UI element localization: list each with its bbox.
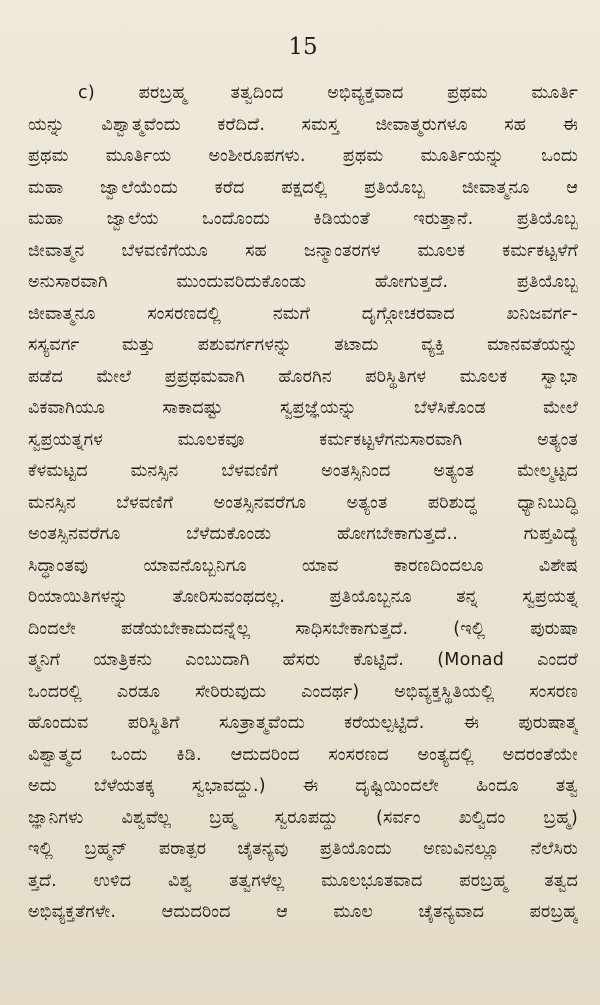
text-line: ಜೀವಾತ್ಮನೂ ಸಂಸರಣದಲ್ಲಿ ನಮಗೆ ದೃಗ್ಗೋಚರವಾದ ಖನಿಜವರ್ಗ- — [28, 303, 578, 324]
text-line: ರಿಯಾಯಿತಿಗಳನ್ನು ತೋರಿಸುವಂಥದಲ್ಲ. ಪ್ರತಿಯೊಬ್ಬನೂ ತನ್ನ ಸ್ವಪ್ರಯತ್ನ — [28, 587, 578, 607]
text-line: ಮಹಾ ಜ್ವಾಲೆಯ ಒಂದೊಂದು ಕಿಡಿಯಂತೆ ಇರುತ್ತಾನೆ. ಪ್ರತಿಯೊಬ್ಬ — [28, 209, 578, 229]
text-line: ಯನ್ನು ವಿಶ್ವಾತ್ಮವೆಂದು ಕರೆದಿದೆ. ಸಮಸ್ತ ಜೀವಾತ್ಮರುಗಳೂ ಸಹ ಈ — [28, 114, 578, 135]
page-number: 15 — [288, 34, 318, 60]
text-line: ಸಿದ್ಧಾಂತವು ಯಾವನೊಬ್ಬನಿಗೂ ಯಾವ ಕಾರಣದಿಂದಲೂ ವಿಶೇಷ — [28, 555, 578, 576]
text-line: ಅದು ಬೆಳೆಯತಕ್ಕ ಸ್ವಭಾವದ್ದು.) ಈ ದೃಷ್ಟಿಯಿಂದಲೇ ಹಿಂದೂ ತತ್ವ — [28, 776, 578, 796]
text-line: ಅನುಸಾರವಾಗಿ ಮುಂದುವರಿದುಕೊಂಡು ಹೋಗುತ್ತದೆ. ಪ್ರತಿಯೊಬ್ಬ — [28, 272, 578, 292]
text-line: ತ್ಮನಿಗೆ ಯಾತ್ರಿಕನು ಎಂಬುದಾಗಿ ಹೆಸರು ಕೊಟ್ಟಿದೆ. (Monad ಎಂದರೆ — [28, 650, 578, 670]
text-line: ಅಭಿವ್ಯಕ್ತತೆಗಳೇ. ಆದುದರಿಂದ ಆ ಮೂಲ ಚೈತನ್ಯವಾದ ಪರಬ್ರಹ್ಮ — [28, 902, 578, 922]
text-line: ಒಂದರಲ್ಲಿ ಎರಡೂ ಸೇರಿರುವುದು ಎಂದರ್ಥ) ಅಭಿವ್ಯಕ್ತಸ್ಥಿತಿಯಲ್ಲಿ ಸಂಸರಣ — [28, 681, 578, 702]
text-line: c) ಪರಬ್ರಹ್ಮ ತತ್ವದಿಂದ ಅಭಿವ್ಯಕ್ತವಾದ ಪ್ರಥಮ ಮೂರ್ತಿ — [78, 83, 578, 103]
text-line: ತ್ತದೆ. ಉಳಿದ ವಿಶ್ವ ತತ್ವಗಳೆಲ್ಲ ಮೂಲಭೂತವಾದ ಪರಬ್ರಹ್ಮ ತತ್ವದ — [28, 870, 578, 891]
text-line: ವಿಕವಾಗಿಯೂ ಸಾಕಾದಷ್ಟು ಸ್ವಪ್ರಜ್ಞೆಯನ್ನು ಬೆಳೆಸಿಕೊಂಡ ಮೇಲೆ — [28, 398, 578, 418]
text-line: ದಿಂದಲೇ ಪಡೆಯಬೇಕಾದುದನ್ನೆಲ್ಲ ಸಾಧಿಸಬೇಕಾಗುತ್ತದೆ. (ಇಲ್ಲಿ ಪುರುಷಾ — [28, 618, 578, 639]
text-line: ಪ್ರಥಮ ಮೂರ್ತಿಯ ಅಂಶೀರೂಪಗಳು. ಪ್ರಥಮ ಮೂರ್ತಿಯನ್ನು ಒಂದು — [28, 146, 578, 166]
text-line: ಸಸ್ಯವರ್ಗ ಮತ್ತು ಪಶುವರ್ಗಗಳನ್ನು ತಟಾದು ವ್ಯಕ್ತಿ ಮಾನವತೆಯನ್ನು — [28, 335, 578, 355]
text-line: ಅಂತಸ್ಸಿನವರೆಗೂ ಬೆಳೆದುಕೊಂಡು ಹೋಗಬೇಕಾಗುತ್ತದೆ.. ಗುಪ್ತವಿದ್ಯೆ — [28, 524, 578, 544]
text-line: ಇಲ್ಲಿ ಬ್ರಹ್ಮನ್ ಪರಾತ್ಪರ ಚೈತನ್ಯವು ಪ್ರತಿಯೊಂದು ಅಣುವಿನಲ್ಲೂ ನೆಲೆಸಿರು — [28, 839, 578, 859]
text-line: ಮನಸ್ಸಿನ ಬೆಳವಣಿಗೆ ಅಂತಸ್ಸಿನವರೆಗೂ ಅತ್ಯಂತ ಪರಿಶುದ್ಧ ಧ್ಯಾನಿಬುದ್ಧಿ — [28, 492, 578, 513]
text-line: ಮಹಾ ಜ್ವಾಲೆಯೆಂದು ಕರೆದ ಪಕ್ಷದಲ್ಲಿ ಪ್ರತಿಯೊಬ್ಬ ಜೀವಾತ್ಮನೂ ಆ — [28, 177, 578, 198]
text-line: ಸ್ವಪ್ರಯತ್ನಗಳ ಮೂಲಕವೂ ಕರ್ಮಕಟ್ಟಳೆಗನುಸಾರವಾಗಿ ಅತ್ಯಂತ — [28, 429, 578, 450]
text-line: ಜೀವಾತ್ಮನ ಬೆಳವಣಿಗೆಯೂ ಸಹ ಜನ್ಮಾಂತರಗಳ ಮೂಲಕ ಕರ್ಮಕಟ್ಟಳೆಗೆ — [28, 240, 578, 261]
text-line: ಕೆಳಮಟ್ಟದ ಮನಸ್ಸಿನ ಬೆಳವಣಿಗೆ ಅಂತಸ್ಸಿನಿಂದ ಅತ್ಯಂತ ಮೇಲ್ಮಟ್ಟದ — [28, 461, 578, 481]
text-line: ಜ್ಞಾನಿಗಳು ವಿಶ್ವವೆಲ್ಲ ಬ್ರಹ್ಮ ಸ್ವರೂಪದ್ದು (ಸರ್ವಂ ಖಲ್ವಿದಂ ಬ್ರಹ್ಮ) — [28, 807, 578, 828]
body-text — [28, 78, 578, 929]
text-line: ವಿಶ್ವಾತ್ಮದ ಒಂದು ಕಿಡಿ. ಆದುದರಿಂದ ಸಂಸರಣದ ಅಂತ್ಯದಲ್ಲಿ ಅದರಂತೆಯೇ — [28, 744, 578, 765]
text-line: ಪಡೆದ ಮೇಲೆ ಪ್ರಪ್ರಥಮವಾಗಿ ಹೊರಗಿನ ಪರಿಸ್ಥಿತಿಗಳ ಮೂಲಕ ಸ್ವಾಭಾ — [28, 366, 578, 387]
text-line: ಹೊಂದುವ ಪರಿಸ್ಥಿತಿಗೆ ಸೂತ್ರಾತ್ಮವೆಂದು ಕರೆಯಲ್ಪಟ್ಟಿದೆ. ಈ ಪುರುಷಾತ್ಮ — [28, 713, 578, 733]
